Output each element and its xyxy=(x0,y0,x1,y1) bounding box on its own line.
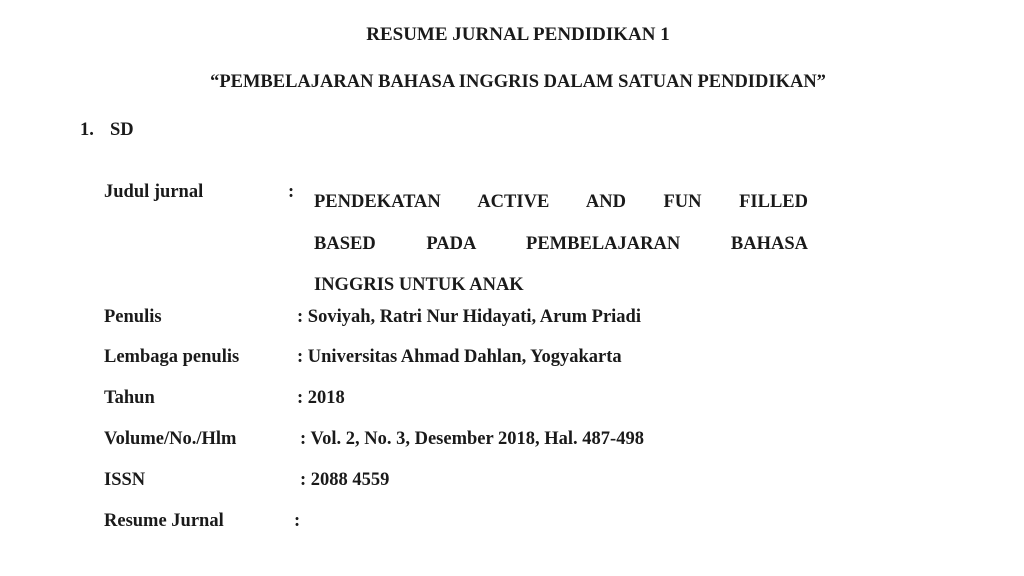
section-number: 1. xyxy=(80,120,94,140)
section-label: SD xyxy=(110,120,134,140)
field-penulis-value: : Soviyah, Ratri Nur Hidayati, Arum Priadi xyxy=(297,307,641,327)
field-judul-colon: : xyxy=(288,182,295,202)
field-tahun-value: : 2018 xyxy=(297,388,345,408)
field-resume-label: Resume Jurnal xyxy=(104,511,224,531)
judul-line: PENDEKATAN ACTIVE AND FUN FILLED xyxy=(314,192,808,212)
section-heading xyxy=(80,120,134,141)
judul-line: INGGRIS UNTUK ANAK xyxy=(314,275,524,295)
field-volume-label: Volume/No./Hlm xyxy=(104,429,237,449)
field-lembaga-value: : Universitas Ahmad Dahlan, Yogyakarta xyxy=(297,347,622,367)
judul-line: BASED PADA PEMBELAJARAN BAHASA xyxy=(314,233,808,254)
field-volume-value: : Vol. 2, No. 3, Desember 2018, Hal. 487-498 xyxy=(300,429,644,449)
field-judul-label: Judul jurnal xyxy=(104,182,204,202)
field-judul-value xyxy=(314,182,808,307)
field-lembaga-label: Lembaga penulis xyxy=(104,347,240,367)
field-penulis-label: Penulis xyxy=(104,307,162,327)
document-title: RESUME JURNAL PENDIDIKAN 1 xyxy=(366,24,670,45)
field-issn-label: ISSN xyxy=(104,470,146,490)
field-resume-colon: : xyxy=(294,511,301,531)
field-tahun-label: Tahun xyxy=(104,388,155,408)
field-issn-value: : 2088 4559 xyxy=(300,470,390,490)
document-subtitle: “PEMBELAJARAN BAHASA INGGRIS DALAM SATUAN PENDIDIKAN” xyxy=(210,72,826,92)
